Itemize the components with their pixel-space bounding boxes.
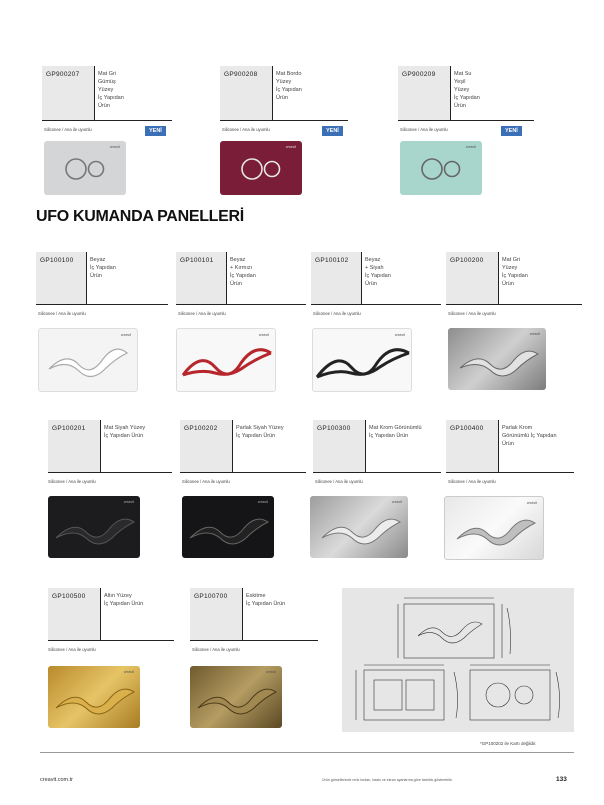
product-subtitle: Siliconee / Ana ile uyumlu (182, 479, 230, 484)
product-code: GP900208 (220, 66, 272, 120)
brand-logo: creavit (257, 500, 268, 504)
product-code: GP100400 (446, 420, 498, 472)
wave-button-icon (445, 497, 543, 559)
product-card-gp100101 (176, 252, 306, 305)
product-panel-image (312, 328, 412, 392)
product-subtitle: Siliconee / Ana ile uyumlu (38, 311, 86, 316)
product-code: GP100202 (180, 420, 232, 472)
new-badge: YENİ (322, 126, 343, 136)
footer-divider (40, 752, 574, 753)
product-code: GP100700 (190, 588, 242, 640)
product-description: Parlak Siyah Yüzey İç Yapıdan Ürün (232, 420, 287, 472)
brand-logo: creavit (123, 500, 134, 504)
product-code: GP100100 (36, 252, 86, 304)
brand-logo: creavit (529, 332, 540, 336)
product-card-gp100700 (190, 588, 318, 641)
footer-website[interactable]: creavit.com.tr (40, 777, 74, 783)
product-card-gp100202 (180, 420, 306, 473)
wave-button-icon (48, 666, 140, 728)
footer-notice: Ürün görsellerinde renk tonları, baskı ve ekran ayarlarına göre farklılık gösterebilir. (322, 778, 453, 782)
product-panel-image (176, 328, 276, 392)
wave-button-icon (48, 496, 140, 558)
wave-button-icon (39, 329, 137, 391)
product-panel-image (220, 141, 302, 195)
product-card-gp100300 (313, 420, 441, 473)
product-card-gp100201 (48, 420, 172, 473)
product-code: GP900209 (398, 66, 450, 120)
brand-logo: creavit (258, 333, 269, 337)
wave-button-icon (310, 496, 408, 558)
product-code: GP900207 (42, 66, 94, 120)
dual-button-icon (400, 141, 482, 195)
product-card-gp100102 (311, 252, 441, 305)
product-subtitle: Siliconee / Ana ile uyumlu (313, 311, 361, 316)
product-description: Mat Gri Yüzey İç Yapıdan Ürün (498, 252, 531, 304)
product-subtitle: Siliconee / Ana ile uyumlu (48, 479, 96, 484)
wave-button-icon (177, 329, 275, 391)
brand-logo: creavit (394, 333, 405, 337)
product-description: Mat Gri Gümüş Yüzey İç Yapıdan Ürün (94, 66, 127, 120)
product-panel-image (48, 496, 140, 558)
product-subtitle: Siliconee / Ana ile uyumlu (448, 479, 496, 484)
product-code: GP100200 (446, 252, 498, 304)
technical-drawing (342, 588, 574, 732)
new-badge: YENİ (145, 126, 166, 136)
product-panel-image (444, 496, 544, 560)
wave-button-icon (190, 666, 282, 728)
product-card-gp100100 (36, 252, 168, 305)
brand-logo: creavit (123, 670, 134, 674)
brand-logo: creavit (265, 670, 276, 674)
product-description: Mat Siyah Yüzey İç Yapıdan Ürün (100, 420, 148, 472)
new-badge: YENİ (501, 126, 522, 136)
dimension-drawing-icon (342, 588, 574, 732)
product-description: Beyaz İç Yapıdan Ürün (86, 252, 119, 304)
product-description: Parlak Krom Görünümlü İç Yapıdan Ürün (498, 420, 560, 472)
product-panel-image (310, 496, 408, 558)
drawing-note: *GP100202 ile Kartı değildir. (480, 741, 537, 746)
brand-logo: creavit (285, 145, 296, 149)
product-code: GP100102 (311, 252, 361, 304)
wave-button-icon (313, 329, 411, 391)
wave-button-icon (182, 496, 274, 558)
product-description: Beyaz + Kırmızı İç Yapıdan Ürün (226, 252, 259, 304)
product-code: GP100300 (313, 420, 365, 472)
product-panel-image (48, 666, 140, 728)
dual-button-icon (44, 141, 126, 195)
product-subtitle: Siliconee / Ana ile uyumlu (400, 127, 448, 132)
product-code: GP100101 (176, 252, 226, 304)
product-panel-image (448, 328, 546, 390)
brand-logo: creavit (109, 145, 120, 149)
product-subtitle: Siliconee / Ana ile uyumlu (48, 647, 96, 652)
dual-button-icon (220, 141, 302, 195)
product-subtitle: Siliconee / Ana ile uyumlu (448, 311, 496, 316)
product-subtitle: Siliconee / Ana ile uyumlu (178, 311, 226, 316)
product-subtitle: Siliconee / Ana ile uyumlu (222, 127, 270, 132)
product-code: GP100201 (48, 420, 100, 472)
product-description: Eskitme İç Yapıdan Ürün (242, 588, 288, 640)
product-panel-image (400, 141, 482, 195)
product-code: GP100500 (48, 588, 100, 640)
product-description: Beyaz + Siyah İç Yapıdan Ürün (361, 252, 394, 304)
product-panel-image (182, 496, 274, 558)
brand-logo: creavit (391, 500, 402, 504)
brand-logo: creavit (120, 333, 131, 337)
section-title: UFO KUMANDA PANELLERİ (36, 208, 244, 225)
product-subtitle: Siliconee / Ana ile uyumlu (315, 479, 363, 484)
brand-logo: creavit (465, 145, 476, 149)
product-panel-image (190, 666, 282, 728)
product-card-gp100400 (446, 420, 574, 473)
brand-logo: creavit (526, 501, 537, 505)
wave-button-icon (448, 328, 546, 390)
product-panel-image (38, 328, 138, 392)
product-description: Mat Su Yeşil Yüzey İç Yapıdan Ürün (450, 66, 483, 120)
product-description: Altın Yüzey İç Yapıdan Ürün (100, 588, 146, 640)
product-card-gp100500 (48, 588, 174, 641)
product-subtitle: Siliconee / Ana ile uyumlu (192, 647, 240, 652)
product-description: Mat Bordo Yüzey İç Yapıdan Ürün (272, 66, 305, 120)
product-description: Mat Krom Görünümlü İç Yapıdan Ürün (365, 420, 425, 472)
product-panel-image (44, 141, 126, 195)
product-card-gp100200 (446, 252, 582, 305)
product-subtitle: Siliconee / Ana ile uyumlu (44, 127, 92, 132)
page-number: 133 (556, 776, 567, 783)
